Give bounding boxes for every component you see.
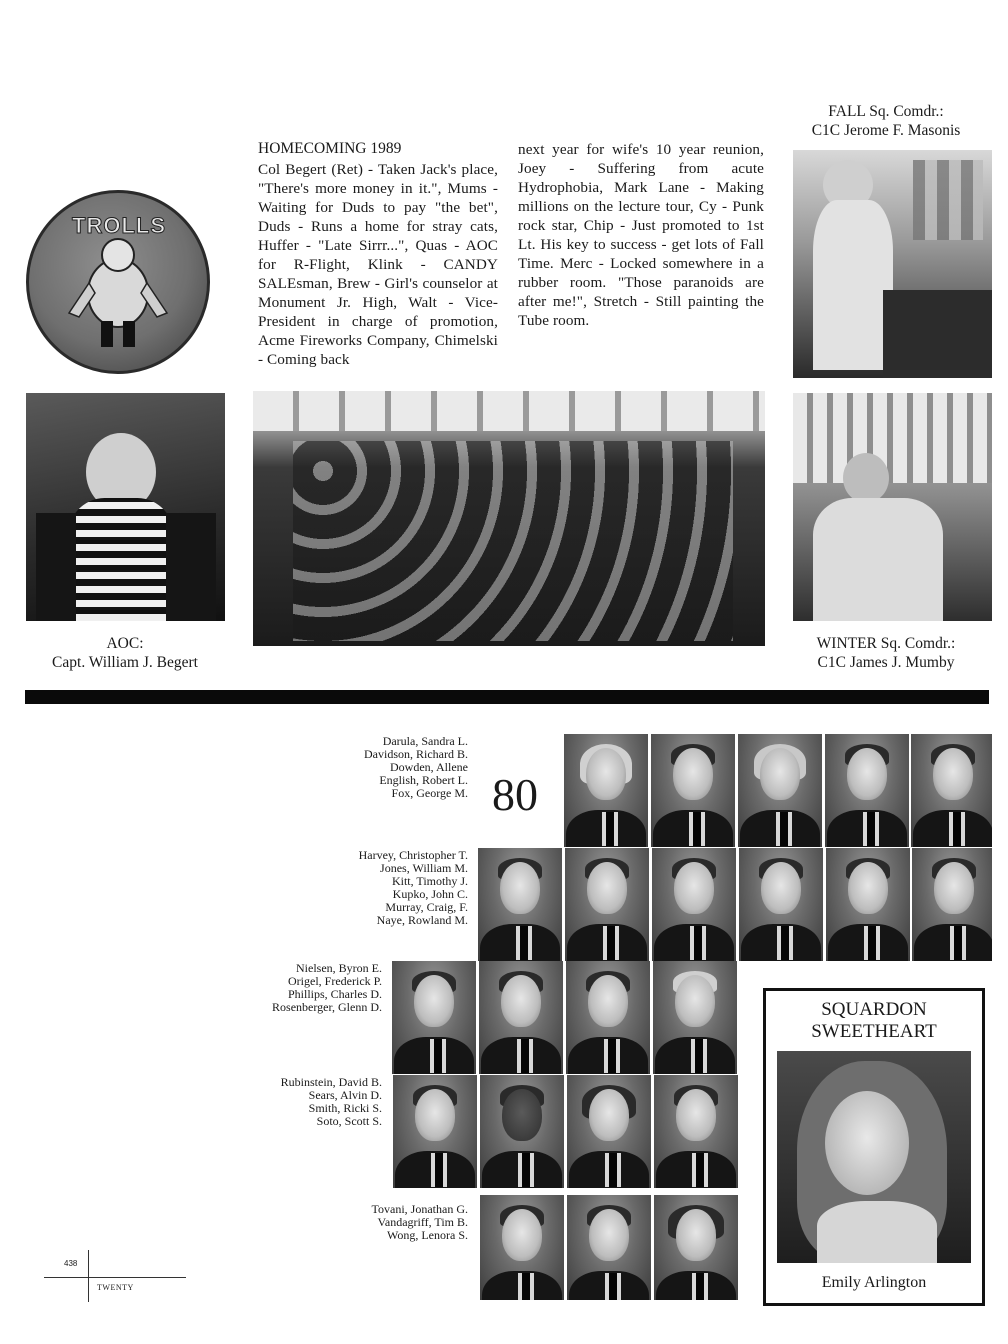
portrait (565, 848, 649, 961)
story-column-2: next year for wife's 10 year reunion, Joey - Suffering from acute Hydrophobia, Mark Lane - Making millions on the lecture tour, Cy - Punk rock star, Chip - Just promoted to 1st Lt. His key to success - get lots of Fall Time. Merc - Locked somewhere in a rubber room. "Those paranoids are after me!", Stretch - Still painting the Tube room. (518, 141, 764, 329)
portrait (738, 734, 822, 847)
aoc-photo (26, 393, 225, 621)
fall-caption-line1: FALL Sq. Comdr.: (828, 103, 944, 120)
folio-vertical-rule (88, 1250, 89, 1302)
portrait (480, 1195, 564, 1300)
portrait (652, 848, 736, 961)
name: Wong, Lenora S. (386, 1228, 468, 1242)
name: Rubinstein, David B. (280, 1075, 382, 1089)
sweetheart-name: Emily Arlington (821, 1274, 927, 1291)
sweetheart-photo (777, 1051, 971, 1263)
name: Soto, Scott S. (316, 1114, 382, 1128)
row-3-names (210, 962, 382, 1014)
name: Rosenberger, Glenn D. (272, 1000, 382, 1014)
name: Naye, Rowland M. (376, 913, 468, 927)
portrait (480, 1075, 564, 1188)
portrait (651, 734, 735, 847)
section-label: TWENTY (97, 1283, 134, 1292)
name: Dowden, Allene (390, 760, 468, 774)
fall-commander-caption (780, 102, 992, 140)
portrait (739, 848, 823, 961)
winter-commander-photo (793, 393, 992, 621)
portrait (564, 734, 648, 847)
name: English, Robert L. (379, 773, 468, 787)
folio-horizontal-rule (44, 1277, 186, 1278)
portrait (826, 848, 910, 961)
page-number: 438 (64, 1259, 78, 1268)
portrait (654, 1195, 738, 1300)
group-photo (253, 391, 765, 646)
section-divider (25, 690, 989, 704)
fall-commander-photo (793, 150, 992, 378)
squadron-patch (26, 190, 210, 374)
portrait (567, 1195, 651, 1300)
name: Smith, Ricki S. (308, 1101, 382, 1115)
name: Sears, Alvin D. (308, 1088, 382, 1102)
name: Darula, Sandra L. (382, 734, 468, 748)
winter-commander-caption (780, 634, 992, 672)
row-1-names (300, 735, 468, 800)
portrait (653, 961, 737, 1074)
name: Kitt, Timothy J. (391, 874, 468, 888)
name: Origel, Frederick P. (288, 974, 382, 988)
portrait (479, 961, 563, 1074)
name: Davidson, Richard B. (364, 747, 468, 761)
story-column-1: Col Begert (Ret) - Taken Jack's place, "There's more money in it.", Mums - Waiting for Duds to pay "the bet", Duds - Runs a home for stray cats, Huffer - "Late Sirrr...", Quas - AOC for R-Flight, Klink - CANDY SALEsman, Brew - Girl's counselor at Monument Jr. High, Walt - Vice-President in charge of promotion, Acme Fireworks Company, Chimelski - Coming back (258, 161, 498, 368)
portrait (567, 1075, 651, 1188)
name: Tovani, Jonathan G. (371, 1202, 468, 1216)
story-title: HOMECOMING 1989 (258, 140, 402, 157)
aoc-caption-line1: AOC: (106, 635, 144, 652)
name: Harvey, Christopher T. (358, 848, 468, 862)
winter-caption-line2: C1C James J. Mumby (817, 654, 955, 671)
portrait (478, 848, 562, 961)
name: Fox, George M. (391, 786, 468, 800)
name: Nielsen, Byron E. (296, 961, 382, 975)
name: Phillips, Charles D. (287, 987, 382, 1001)
name: Jones, William M. (380, 861, 468, 875)
patch-text: TROLLS (72, 213, 166, 238)
name: Murray, Craig, F. (385, 900, 468, 914)
row-4-names (210, 1076, 382, 1128)
name: Vandagriff, Tim B. (377, 1215, 468, 1229)
aoc-caption (10, 634, 240, 672)
portrait (912, 848, 992, 961)
portrait (911, 734, 992, 847)
portrait (654, 1075, 738, 1188)
name: Kupko, John C. (392, 887, 468, 901)
row-5-names (300, 1203, 468, 1242)
squadron-number: 80 (492, 769, 538, 820)
sweetheart-title-line2: SWEETHEART (811, 1021, 937, 1042)
portrait (566, 961, 650, 1074)
fall-caption-line2: C1C Jerome F. Masonis (811, 122, 961, 139)
aoc-caption-line2: Capt. William J. Begert (52, 654, 198, 671)
row-2-names (300, 849, 468, 927)
sweetheart-box (763, 988, 985, 1306)
portrait (393, 1075, 477, 1188)
portrait (825, 734, 909, 847)
portrait (392, 961, 476, 1074)
sweetheart-title-line1: SQUARDON (821, 999, 927, 1020)
winter-caption-line1: WINTER Sq. Comdr.: (816, 635, 956, 652)
